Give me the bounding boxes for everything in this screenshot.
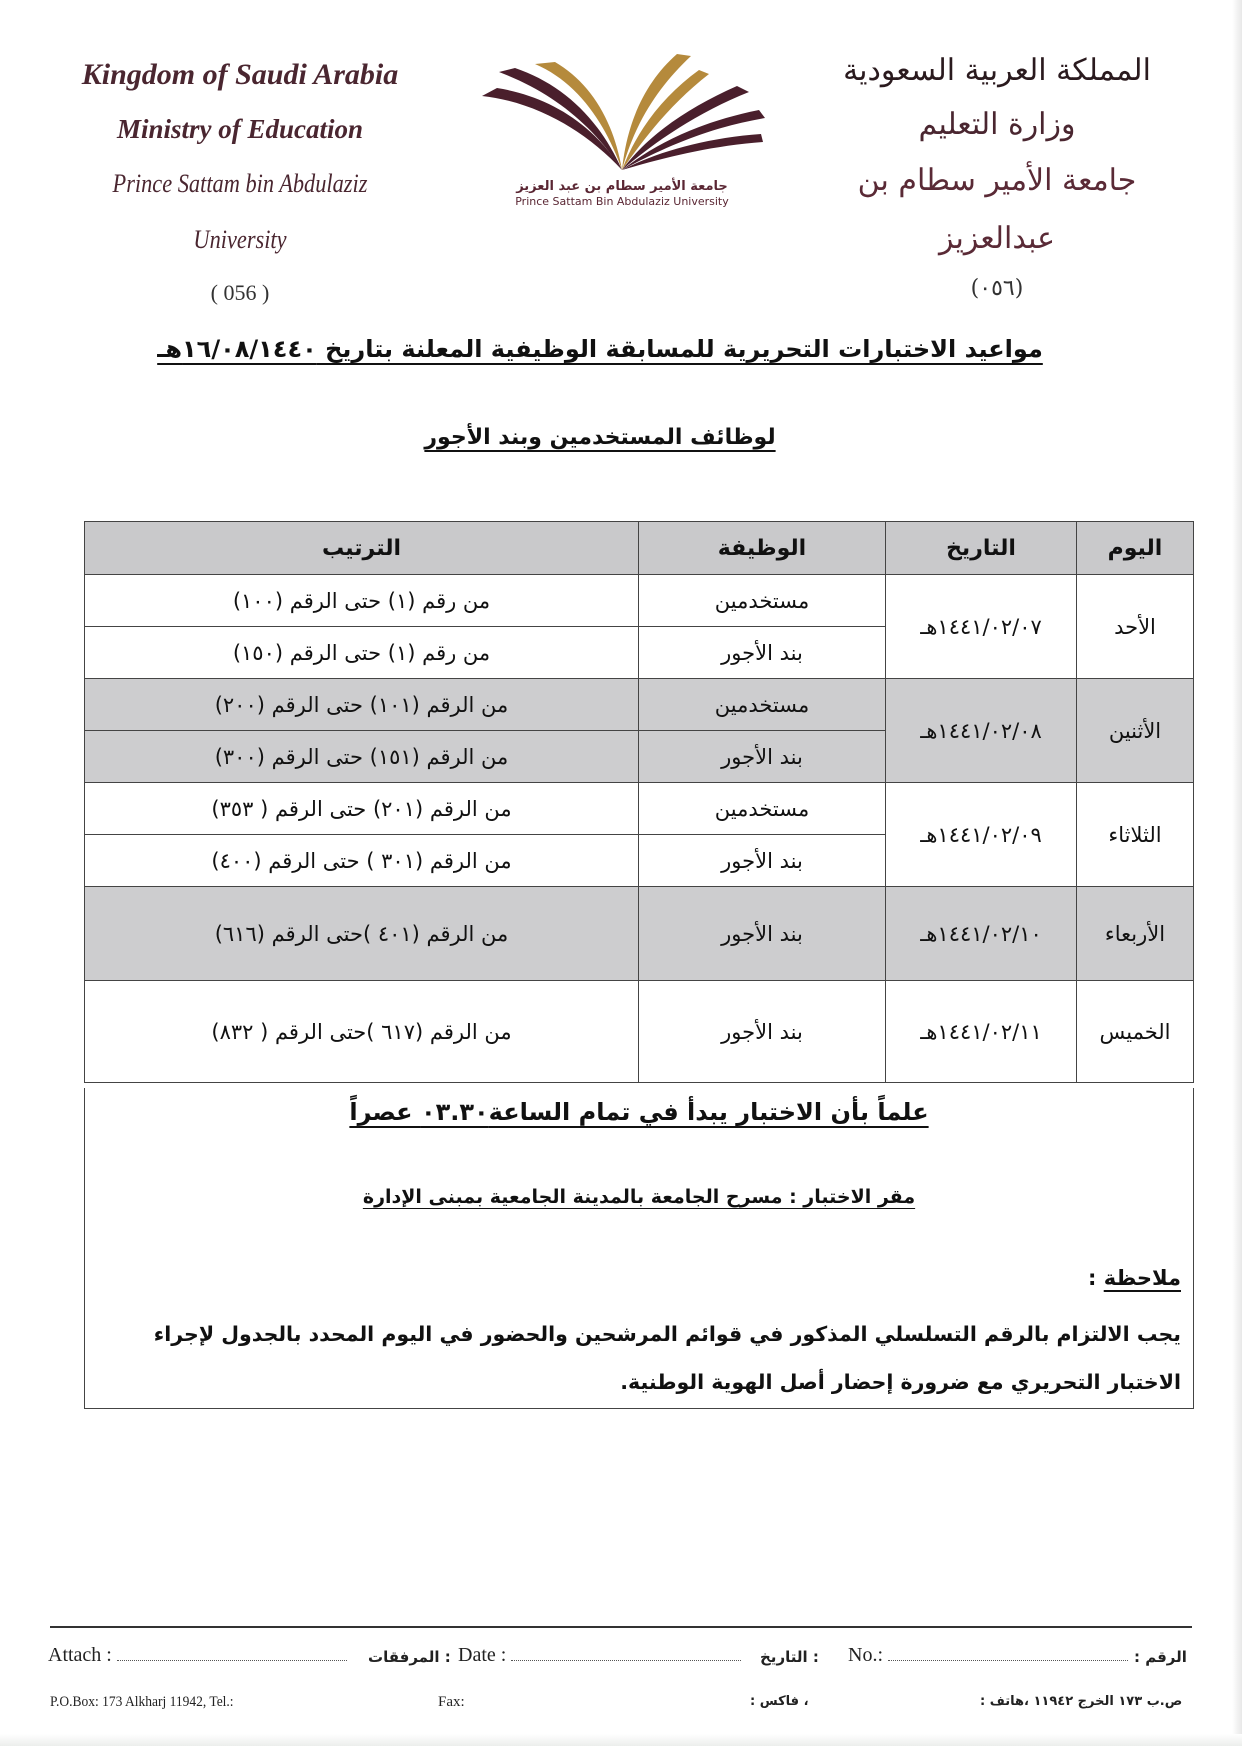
date-cell: ١٤٤١/٠٢/١١هـ [886,981,1077,1083]
note-heading [1088,1266,1181,1290]
date-cell: ١٤٤١/٠٢/٠٧هـ [886,575,1077,679]
attach-label-ar: : المرفقات [368,1648,451,1666]
office-code-ar: (٠٥٦) [970,276,1024,301]
attach-label-en: Attach : [48,1644,112,1666]
university-name-en: Prince Sattam bin Abdulaziz University [112,169,368,254]
office-code-en: ( 056 ) [210,280,270,305]
job-cell: بند الأجور [639,981,886,1083]
range-cell: من الرقم (٤٠١ )حتى الرقم (٦١٦) [85,887,639,981]
date-blank [511,1646,741,1661]
date-label-en: Date : [458,1644,507,1666]
exam-schedule-table [84,521,1194,1083]
table-row [85,575,1194,627]
range-cell: من الرقم (٦١٧ )حتى الرقم ( ٨٣٢) [85,981,639,1083]
job-cell: مستخدمين [639,679,886,731]
day-cell: الخميس [1077,981,1194,1083]
note-label: ملاحظة [1103,1266,1181,1290]
day-cell: الأحد [1077,575,1194,679]
exam-start-time: علماً بأن الاختبار يبدأ في تمام الساعة٠٣.٣٠ عصراً [349,1098,929,1126]
english-letterhead [40,48,440,306]
job-cell: بند الأجور [639,627,886,679]
no-field [848,1644,1128,1667]
header-date: التاريخ [886,522,1077,575]
logo-english-name: Prince Sattam Bin Abdulaziz University [515,195,729,208]
fax-ar: ، فاكس : [750,1694,809,1709]
job-cell: مستخدمين [639,575,886,627]
range-cell: من رقم (١) حتى الرقم (١٠٠) [85,575,639,627]
table-row [85,783,1194,835]
pobox-en: P.O.Box: 173 Alkharj 11942, Tel.: [50,1694,234,1710]
footer-divider [50,1626,1192,1628]
range-cell: من الرقم (٢٠١) حتى الرقم ( ٣٥٣) [85,783,639,835]
university-name-ar: جامعة الأمير سطام بن عبدالعزيز [857,163,1137,256]
range-cell: من رقم (١) حتى الرقم (١٥٠) [85,627,639,679]
header-order: الترتيب [85,522,639,575]
date-cell: ١٤٤١/٠٢/٠٩هـ [886,783,1077,887]
ministry-name-en: Ministry of Education [116,114,364,144]
note-colon: : [1088,1266,1104,1290]
document-title: مواعيد الاختبارات التحريرية للمسابقة الوظيفية المعلنة بتاريخ ١٦/٠٨/١٤٤٠هـ [157,335,1043,363]
date-cell: ١٤٤١/٠٢/١٠هـ [886,887,1077,981]
date-cell: ١٤٤١/٠٢/٠٨هـ [886,679,1077,783]
footer-contact [50,1694,1196,1716]
date-label-ar: : التاريخ [760,1648,819,1666]
header-day: اليوم [1077,522,1194,575]
university-logo [472,52,772,232]
footer-reference-fields [48,1644,1194,1674]
note-text: يجب الالتزام بالرقم التسلسلي المذكور في قوائم المرشحين والحضور في اليوم المحدد بالجدول لإجراء الاختبار التحريري مع ضرورة إحضار أصل الهوية الوطنية. [153,1322,1181,1394]
header-job: الوظيفة [639,522,886,575]
pobox-ar: ص.ب ١٧٣ الخرج ١١٩٤٢ ،هاتف : [980,1694,1183,1709]
job-cell: بند الأجور [639,887,886,981]
attach-field [48,1644,347,1667]
open-book-logo-icon [477,52,767,177]
document-subtitle: لوظائف المستخدمين وبند الأجور [424,425,776,450]
notes-section [84,1088,1194,1409]
exam-venue: مقر الاختبار : مسرح الجامعة بالمدينة الجامعية بمبنى الإدارة [362,1186,916,1208]
fax-en: Fax: [438,1694,465,1710]
country-name-ar: المملكة العربية السعودية [843,53,1151,88]
range-cell: من الرقم (٣٠١ ) حتى الرقم (٤٠٠) [85,835,639,887]
job-cell: بند الأجور [639,731,886,783]
attach-blank [117,1646,347,1661]
no-label-ar: الرقم : [1134,1648,1187,1666]
day-cell: الأربعاء [1077,887,1194,981]
day-cell: الأثنين [1077,679,1194,783]
logo-arabic-name: جامعة الأمير سطام بن عبد العزيز [516,179,728,194]
no-label-en: No.: [848,1644,883,1666]
ministry-name-ar: وزارة التعليم [918,107,1076,142]
table-row [85,887,1194,981]
scan-bottom-shadow [0,1734,1242,1746]
table-header-row [85,522,1194,575]
no-blank [888,1646,1128,1661]
scan-edge-shadow [1232,0,1242,1746]
date-field [458,1644,741,1667]
range-cell: من الرقم (١٠١) حتى الرقم (٢٠٠) [85,679,639,731]
job-cell: مستخدمين [639,783,886,835]
table-row [85,679,1194,731]
job-cell: بند الأجور [639,835,886,887]
day-cell: الثلاثاء [1077,783,1194,887]
table-row [85,981,1194,1083]
country-name-en: Kingdom of Saudi Arabia [81,58,399,91]
range-cell: من الرقم (١٥١) حتى الرقم (٣٠٠) [85,731,639,783]
arabic-letterhead [802,44,1192,301]
